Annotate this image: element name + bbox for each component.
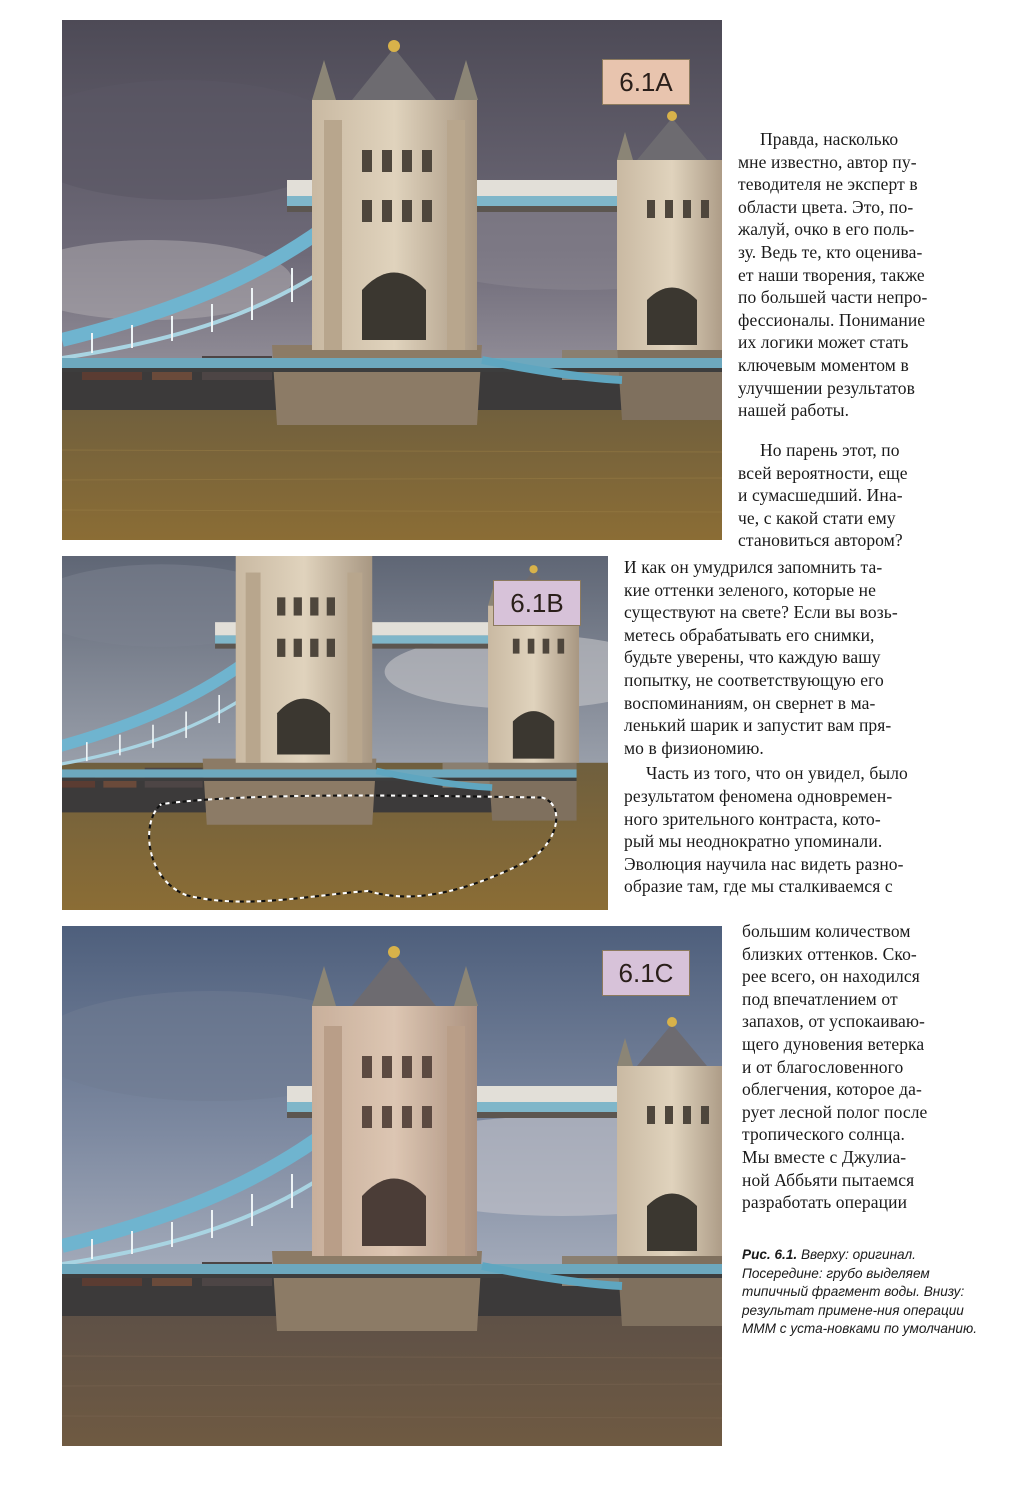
body-text-block-1 — [738, 128, 956, 422]
figure-caption — [742, 1246, 990, 1339]
text-line: тропического солнца. — [742, 1124, 905, 1145]
text-line: области цвета. Это, по- — [738, 196, 914, 217]
text-line: Эволюция научила нас видеть разно- — [624, 853, 904, 874]
text-line: облегчения, которое да- — [742, 1079, 922, 1100]
text-line: ленький шарик и запустит вам пря- — [624, 715, 892, 736]
caption-text: Вверху: оригинал. Посередине: грубо выделяем типичный фрагмент воды. Внизу: результат примене-ния операции МММ с уста-новками по умолчанию. — [742, 1247, 977, 1337]
text-line: кие оттенки зеленого, которые не — [624, 579, 877, 600]
body-text-block-3 — [624, 556, 956, 898]
text-line: воспоминаниям, он свернет в ма- — [624, 692, 876, 713]
text-line: фессионалы. Понимание — [738, 309, 926, 330]
text-line: зу. Ведь те, кто оценива- — [738, 241, 923, 262]
figure-label-6-1c: 6.1C — [602, 950, 690, 996]
text-line: ключевым моментом в — [738, 354, 909, 375]
text-line: И как он умудрился запомнить та- — [624, 557, 883, 577]
text-line: рый мы неоднократно упоминали. — [624, 831, 883, 852]
text-line: результатом феномена одновремен- — [624, 785, 893, 806]
text-line: их логики может стать — [738, 332, 909, 353]
caption-label: Рис. 6.1. — [742, 1247, 798, 1262]
text-line: рует лесной полог после — [742, 1101, 928, 1122]
text-line: Правда, насколько — [760, 129, 899, 149]
text-line: жалуй, очко в его поль- — [738, 219, 915, 240]
text-line: близких оттенков. Ско- — [742, 943, 917, 964]
text-line: теводителя не эксперт в — [738, 174, 918, 195]
text-line: ной Аббьяти пытаемся — [742, 1169, 915, 1190]
text-line: Но парень этот, по — [760, 440, 900, 460]
body-text-block-2 — [738, 439, 956, 552]
text-line: и сумасшедший. Ина- — [738, 485, 903, 506]
tower-bridge-result-image — [62, 926, 722, 1446]
text-line: мне известно, автор пу- — [738, 151, 917, 172]
text-line: ет наши творения, также — [738, 264, 925, 285]
text-line: попытку, не соответствующую его — [624, 669, 884, 690]
photo-6-1c — [62, 926, 722, 1446]
text-line: че, с какой стати ему — [738, 507, 896, 528]
photo-6-1a — [62, 20, 722, 540]
text-line: и от благословенного — [742, 1056, 904, 1077]
text-line: рее всего, он находился — [742, 966, 920, 987]
text-line: становиться автором? — [738, 530, 903, 551]
body-text-block-4 — [742, 920, 956, 1214]
figure-label-6-1b: 6.1B — [493, 580, 581, 626]
text-line: мо в физиономию. — [624, 737, 764, 758]
text-line: Мы вместе с Джулиа- — [742, 1146, 907, 1167]
text-line: улучшении результатов — [738, 377, 915, 398]
text-line: запахов, от успокаиваю- — [742, 1011, 925, 1032]
text-line: под впечатлением от — [742, 988, 898, 1009]
text-line: разработать операции — [742, 1192, 908, 1213]
text-line: щего дуновения ветерка — [742, 1033, 925, 1054]
text-line: существуют на свете? Если вы возь- — [624, 602, 898, 623]
text-line: всей вероятности, еще — [738, 462, 908, 483]
text-line: ного зрительного контраста, кото- — [624, 808, 881, 829]
text-line: нашей работы. — [738, 400, 850, 421]
text-line: будьте уверены, что каждую вашу — [624, 647, 881, 668]
figure-label-6-1a: 6.1A — [602, 59, 690, 105]
text-line: большим количеством — [742, 921, 911, 941]
photo-6-1b — [62, 556, 608, 910]
text-line: образие там, где мы сталкиваемся с — [624, 876, 893, 897]
text-line: Часть из того, что он увидел, было — [646, 763, 908, 784]
text-line: метесь обрабатывать его снимки, — [624, 624, 875, 645]
text-line: по большей части непро- — [738, 287, 928, 308]
